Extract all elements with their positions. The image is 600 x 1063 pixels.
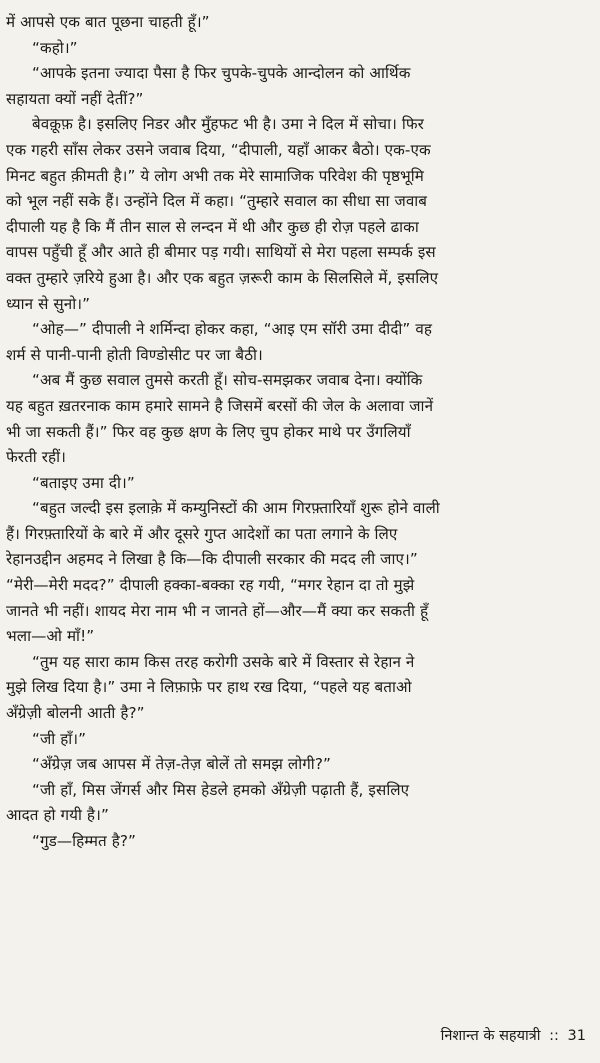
text-line: “अँग्रेज़ जब आपस में तेज़-तेज़ बोलें तो समझ लोगी?” xyxy=(32,755,331,774)
text-line: रेहानउद्दीन अहमद ने लिखा है कि—कि दीपाली सरकार की मदद ली जाए।” xyxy=(6,550,418,569)
text-line: फेरती रहीं। xyxy=(6,448,67,467)
text-line: बेवक़ूफ़ है। इसलिए निडर और मुँहफट भी है। उमा ने दिल में सोचा। फिर xyxy=(32,115,424,134)
body-text xyxy=(6,10,590,855)
text-line: यह बहुत ख़तरनाक काम हमारे सामने है जिसमें बरसों की जेल के अलावा जानें xyxy=(6,396,434,415)
text-line: शर्म से पानी-पानी होती विण्डोसीट पर जा बैठी। xyxy=(6,345,263,364)
text-line: “जी हाँ।” xyxy=(32,729,87,748)
text-line: “गुड—हिम्मत है?” xyxy=(32,832,137,850)
text-line: दीपाली यह है कि मैं तीन साल से लन्दन में थी और कुछ ही रोज़ पहले ढाका xyxy=(6,217,419,236)
footer-separator: :: xyxy=(549,1028,559,1044)
text-line: भला—ओ माँ!” xyxy=(6,627,95,646)
text-line: “मेरी—मेरी मदद?” दीपाली हक्का-बक्का रह गयी, “मगर रेहान दा तो मुझे xyxy=(6,576,415,595)
text-line: सहायता क्यों नहीं देतीं?” xyxy=(6,89,144,108)
text-line: अँग्रेज़ी बोलनी आती है?” xyxy=(6,704,145,723)
text-line: में आपसे एक बात पूछना चाहती हूँ।” xyxy=(6,13,210,31)
text-line: “जी हाँ, मिस जेंगर्स और मिस हेडले हमको अँग्रेज़ी पढ़ाती हैं, इसलिए xyxy=(32,780,410,799)
text-line: “अब मैं कुछ सवाल तुमसे करती हूँ। सोच-समझकर जवाब देना। क्योंकि xyxy=(32,371,423,390)
text-line: वापस पहुँची हूँ और आते ही बीमार पड़ गयी। साथियों से मेरा पहला सम्पर्क इस xyxy=(6,243,436,262)
text-line: जानते भी नहीं। शायद मेरा नाम भी न जानते हों—और—मैं क्या कर सकती हूँ xyxy=(6,601,429,620)
text-line: एक गहरी साँस लेकर उसने जवाब दिया, “दीपाली, यहाँ आकर बैठो। एक-एक xyxy=(6,140,431,159)
text-line: मुझे लिख दिया है।” उमा ने लिफ़ाफ़े पर हाथ रख दिया, “पहले यह बताओ xyxy=(6,678,412,697)
text-line: ध्यान से सुनो।” xyxy=(6,294,91,313)
text-line: मिनट बहुत क़ीमती है।” ये लोग अभी तक मेरे सामाजिक परिवेश की पृष्ठभूमि xyxy=(6,166,424,185)
page-number: 31 xyxy=(567,1028,586,1044)
text-line: आदत हो गयी है।” xyxy=(6,806,109,825)
text-line: भी जा सकती हैं।” फिर वह कुछ क्षण के लिए चुप होकर माथे पर उँगलियाँ xyxy=(6,422,411,441)
text-line: को भूल नहीं सके हैं। उन्होंने दिल में कहा। “तुम्हारे सवाल का सीधा सा जवाब xyxy=(6,192,428,211)
running-title: निशान्त के सहयात्री xyxy=(440,1028,541,1044)
text-line: हैं। गिरफ़्तारियों के बारे में और दूसरे गुप्त आदेशों का पता लगाने के लिए xyxy=(6,524,398,543)
text-line: “बताइए उमा दी।” xyxy=(32,473,135,492)
text-line: “कहो।” xyxy=(32,38,78,57)
text-line: “बहुत जल्दी इस इलाक़े में कम्युनिस्टों की आम गिरफ़्तारियाँ शुरू होने वाली xyxy=(32,499,440,518)
text-line: “आपके इतना ज्यादा पैसा है फिर चुपके-चुपके आन्दोलन को आर्थिक xyxy=(32,64,411,83)
text-line: “तुम यह सारा काम किस तरह करोगी उसके बारे में विस्तार से रेहान ने xyxy=(32,652,415,671)
page-footer xyxy=(441,1025,586,1045)
text-line: “ओह—” दीपाली ने शर्मिन्दा होकर कहा, “आइ एम सॉरी उमा दीदी” वह xyxy=(32,320,433,339)
text-line: वक्त तुम्हारे ज़रिये हुआ है। और एक बहुत ज़रूरी काम के सिलसिले में, इसलिए xyxy=(6,268,439,287)
